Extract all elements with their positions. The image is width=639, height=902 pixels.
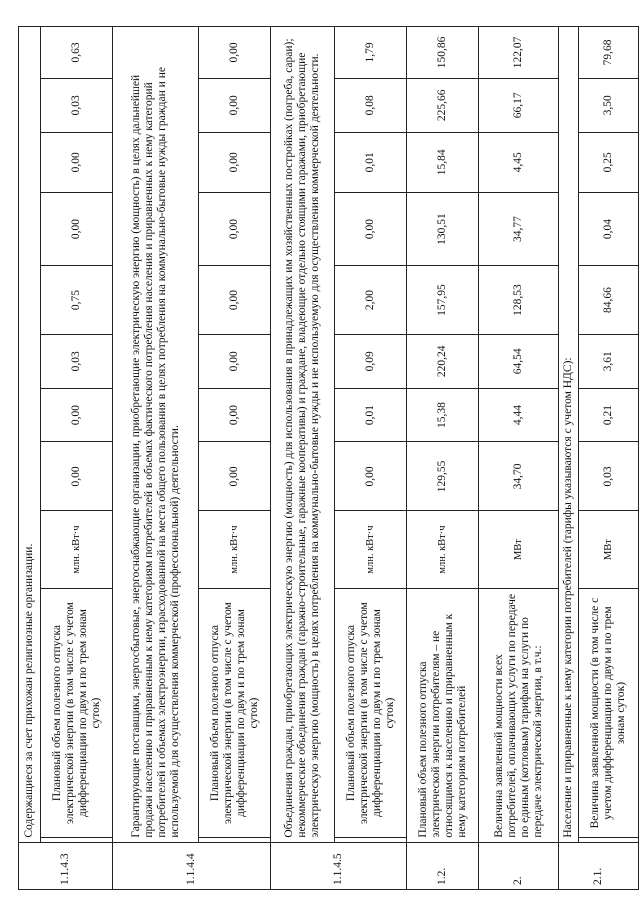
row-number: 1.1.4.3: [19, 842, 113, 889]
value-cell: 0,21: [579, 388, 639, 442]
table-row: [199, 27, 271, 890]
value-cell: 0,01: [335, 132, 407, 192]
value-cell: 0,00: [199, 388, 271, 442]
value-cell: 1,79: [335, 27, 407, 79]
section-heading: Население и приравненные к нему категории потребителей (тарифы указываются с учетом НДС):: [559, 27, 579, 843]
section-heading: Объединения граждан, приобретающих электрическую энергию (мощность) для использования в принадлежащих им хозяйственных постройках (погреба, сараи); некоммерческие объединения граждан (гаражно-строительные, гаражные кооперативы) и граждане, владеющие отдельно стоящими гаражами, приобретающие электрическую энергию (мощность) в целях потребления на коммунально-бытовые нужды и не используемую для осуществления коммерческой деятельности.: [271, 27, 335, 843]
value-cell: 34,70: [479, 442, 559, 511]
row-number: 1.1.4.5: [271, 842, 407, 889]
row-label: Величина заявленной мощности всех потребителей, оплачивающих услуги по передаче по единым (котловым) тарифам на услуги по передаче электрической энергии, в т.ч.:: [479, 588, 559, 842]
value-cell: 64,54: [479, 334, 559, 388]
value-cell: 0,63: [41, 27, 113, 79]
unit-cell: млн. кВт·ч: [41, 511, 113, 588]
unit-cell: МВт: [579, 511, 639, 588]
value-cell: 0,00: [41, 192, 113, 265]
table-row: [335, 27, 407, 890]
value-cell: 157,95: [407, 266, 479, 335]
table-row: [271, 27, 335, 890]
value-cell: 0,03: [579, 442, 639, 511]
row-label: Плановый объем полезного отпуска электрической энергии (в том числе с учетом дифференциации по двум и по трем зонам суток): [199, 588, 271, 838]
value-cell: 128,53: [479, 266, 559, 335]
value-cell: 79,68: [579, 27, 639, 79]
unit-cell: млн. кВт·ч: [407, 511, 479, 588]
table-row: [579, 27, 639, 890]
row-label: Величина заявленной мощности (в том числе с учетом дифференциации по двум и по трем зонам суток): [579, 588, 639, 838]
value-cell: 15,84: [407, 132, 479, 192]
table-row: [559, 27, 579, 890]
row-number: 1.2.: [407, 842, 479, 889]
tariff-table: [18, 26, 639, 890]
value-cell: 0,00: [199, 334, 271, 388]
value-cell: 0,00: [199, 442, 271, 511]
value-cell: 2,00: [335, 266, 407, 335]
value-cell: 4,45: [479, 132, 559, 192]
unit-cell: МВт: [479, 511, 559, 588]
value-cell: 3,50: [579, 78, 639, 132]
value-cell: 0,00: [41, 388, 113, 442]
section-heading: Гарантирующие поставщики, энергосбытовые, энергоснабжающие организации, приобретающие электрическую энергию (мощность) в целях дальнейшей продажи населению и приравненным к нему категориям потребителей в объемах фактического потребления населения и приравненных к нему категорий потребителей и объемах электроэнергии, израсходованной на места общего пользования в целях потребления на коммунально-бытовые нужды граждан и не используемой для осуществления коммерческой (профессиональной) деятельности.: [113, 27, 199, 843]
value-cell: 3,61: [579, 334, 639, 388]
row-number: 1.1.4.4: [113, 842, 271, 889]
value-cell: 0,00: [41, 442, 113, 511]
table-row: [479, 27, 559, 890]
row-number: 2.1.: [559, 842, 639, 889]
value-cell: 0,03: [41, 334, 113, 388]
value-cell: 150,86: [407, 27, 479, 79]
value-cell: 66,17: [479, 78, 559, 132]
value-cell: 220,24: [407, 334, 479, 388]
value-cell: 15,38: [407, 388, 479, 442]
value-cell: 130,51: [407, 192, 479, 265]
table-row: [113, 27, 199, 890]
table-row: [41, 27, 113, 890]
row-label: Плановый объем полезного отпуска электрической энергии (в том числе с учетом дифференциации по двум и по трем зонам суток): [41, 588, 113, 838]
value-cell: 129,55: [407, 442, 479, 511]
value-cell: 0,00: [199, 132, 271, 192]
value-cell: 0,03: [41, 78, 113, 132]
row-label: Плановый объем полезного отпуска электрической энергии (в том числе с учетом дифференциации по двум и по трем зонам суток): [335, 588, 407, 838]
table-row: [19, 27, 41, 890]
value-cell: 0,25: [579, 132, 639, 192]
value-cell: 122,07: [479, 27, 559, 79]
value-cell: 0,00: [199, 27, 271, 79]
row-number: 2.: [479, 842, 559, 889]
value-cell: 0,00: [199, 266, 271, 335]
unit-cell: млн. кВт·ч: [199, 511, 271, 588]
value-cell: 0,04: [579, 192, 639, 265]
value-cell: 225,66: [407, 78, 479, 132]
unit-cell: млн. кВт·ч: [335, 511, 407, 588]
value-cell: 0,08: [335, 78, 407, 132]
value-cell: 0,00: [41, 132, 113, 192]
value-cell: 84,66: [579, 266, 639, 335]
table-row: [407, 27, 479, 890]
value-cell: 0,00: [335, 442, 407, 511]
row-label: Плановый объем полезного отпуска электрической энергии потребителям – не относящимся к населению и приравненным к нему категориям потребителей: [407, 588, 479, 842]
value-cell: 4,44: [479, 388, 559, 442]
value-cell: 0,00: [335, 192, 407, 265]
value-cell: 0,09: [335, 334, 407, 388]
value-cell: 0,00: [199, 78, 271, 132]
section-heading: Содержащиеся за счет прихожан религиозные организации.: [19, 27, 41, 843]
value-cell: 0,75: [41, 266, 113, 335]
value-cell: 34,77: [479, 192, 559, 265]
value-cell: 0,00: [199, 192, 271, 265]
value-cell: 0,01: [335, 388, 407, 442]
